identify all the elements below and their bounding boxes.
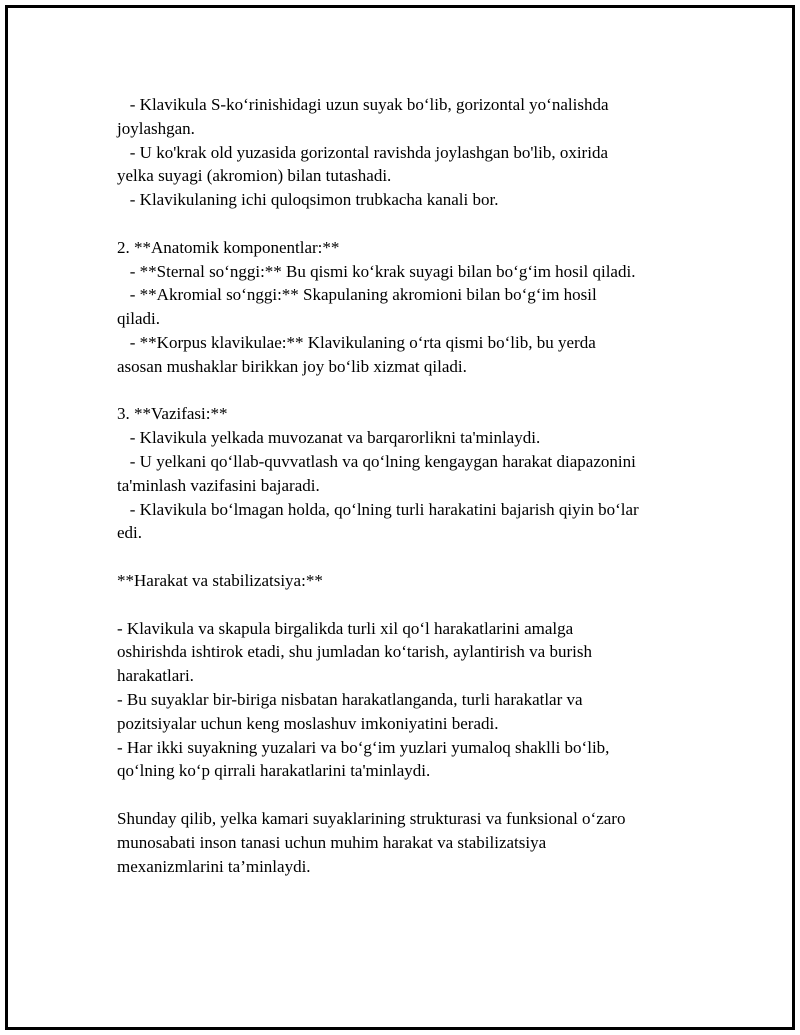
section-heading: **Harakat va stabilizatsiya:** xyxy=(117,570,323,590)
text-line: - Klavikula yelkada muvozanat va barqarorlikni ta'minlaydi. xyxy=(117,428,541,448)
text-line: - Bu suyaklar bir-biriga nisbatan harakatlanganda, turli harakatlar va xyxy=(117,689,583,709)
text-line: - **Akromial so‘nggi:** Skapulaning akromioni bilan bo‘g‘im hosil xyxy=(117,285,597,305)
text-line: Shunday qilib, yelka kamari suyaklarining strukturasi va funksional o‘zaro xyxy=(117,808,626,828)
text-line: ta'minlash vazifasini bajaradi. xyxy=(117,475,320,495)
blank-line xyxy=(117,783,697,807)
document-body xyxy=(117,93,697,878)
text-line: edi. xyxy=(117,523,143,543)
text-line: - **Sternal so‘nggi:** Bu qismi ko‘krak suyagi bilan bo‘g‘im hosil qiladi. xyxy=(117,261,636,281)
blank-line xyxy=(117,593,697,617)
text-line: - Klavikula bo‘lmagan holda, qo‘lning turli harakatini bajarish qiyin bo‘lar xyxy=(117,499,639,519)
text-line: - U yelkani qo‘llab-quvvatlash va qo‘lning kengaygan harakat diapazonini xyxy=(117,451,636,471)
text-line: - Har ikki suyakning yuzalari va bo‘g‘im yuzlari yumaloq shaklli bo‘lib, xyxy=(117,737,610,757)
text-line: - Klavikula S-ko‘rinishidagi uzun suyak bo‘lib, gorizontal yo‘nalishda xyxy=(117,95,609,114)
section-heading: 3. **Vazifasi:** xyxy=(117,404,228,424)
text-line: - **Korpus klavikulae:** Klavikulaning o‘rta qismi bo‘lib, bu yerda xyxy=(117,332,596,352)
blank-line xyxy=(117,212,697,236)
text-line: asosan mushaklar birikkan joy bo‘lib xizmat qiladi. xyxy=(117,356,467,376)
text-line: munosabati inson tanasi uchun muhim harakat va stabilizatsiya xyxy=(117,832,547,852)
blank-line xyxy=(117,379,697,403)
section-heading: 2. **Anatomik komponentlar:** xyxy=(117,237,340,257)
text-line: harakatlari. xyxy=(117,666,194,686)
text-line: qo‘lning ko‘p qirrali harakatlarini ta'minlaydi. xyxy=(117,761,431,781)
text-line: qiladi. xyxy=(117,309,160,329)
text-line: - Klavikula va skapula birgalikda turli xil qo‘l harakatlarini amalga xyxy=(117,618,574,638)
text-line: mexanizmlarini ta’minlaydi. xyxy=(117,856,311,876)
text-line: - Klavikulaning ichi quloqsimon trubkacha kanali bor. xyxy=(117,190,499,210)
text-line: joylashgan. xyxy=(117,118,195,138)
blank-line xyxy=(117,545,697,569)
text-line: yelka suyagi (akromion) bilan tutashadi. xyxy=(117,166,392,186)
text-line: - U ko'krak old yuzasida gorizontal ravishda joylashgan bo'lib, oxirida xyxy=(117,142,608,162)
text-line: pozitsiyalar uchun keng moslashuv imkoniyatini beradi. xyxy=(117,713,499,733)
text-line: oshirishda ishtirok etadi, shu jumladan ko‘tarish, aylantirish va burish xyxy=(117,642,592,662)
